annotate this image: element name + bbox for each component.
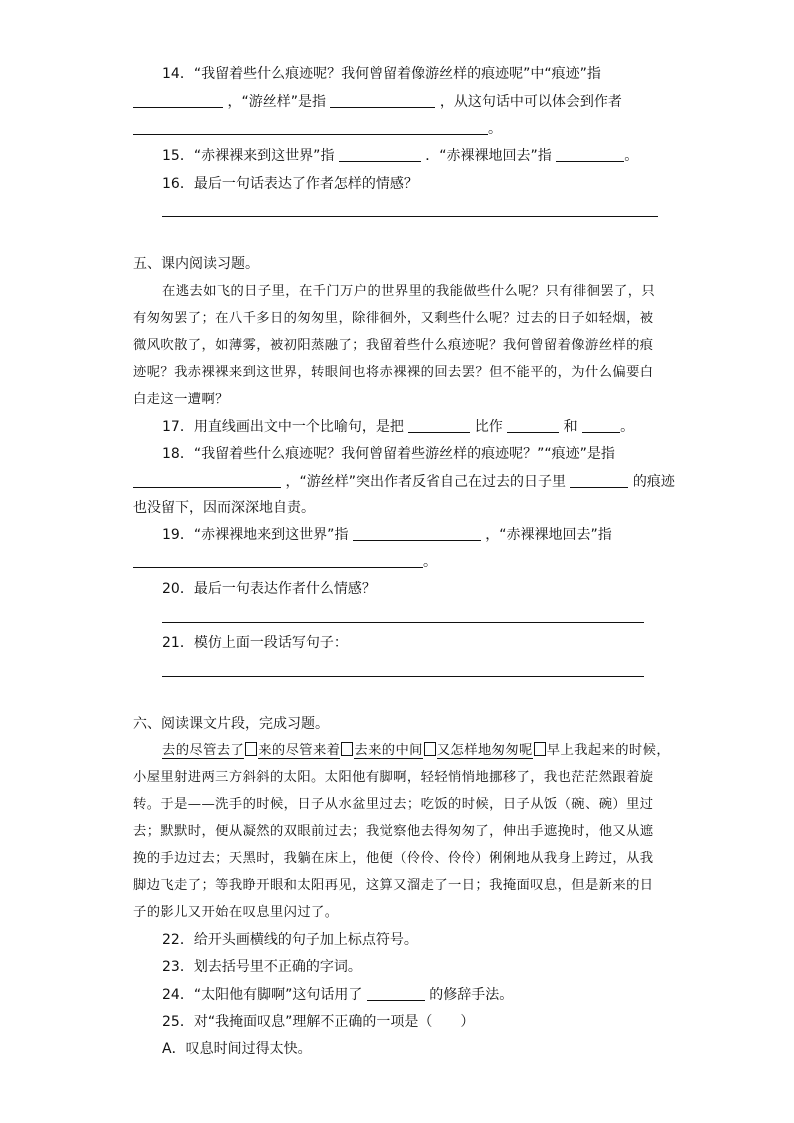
section6-passage-line-2: 转。于是——洗手的时候，日子从水盆里过去；吃饭的时候，日子从饭（碗、碗）里过 (133, 797, 654, 812)
q19-line-1 (162, 525, 612, 545)
punctuation-box-4[interactable] (534, 742, 546, 756)
q24-line (162, 985, 513, 1005)
q18-blank-2[interactable] (570, 473, 628, 488)
q17-blank-3[interactable] (582, 418, 620, 433)
underlined-segment-4: 又怎样地匆匆呢 (436, 743, 533, 758)
underlined-segment-2: 来的尽管来着 (258, 743, 341, 758)
section6-passage-line-6: 子的影儿又开始在叹息里闪过了。 (133, 905, 339, 920)
q17-text-1: 17．用直线画出文中一个比喻句，是把 (162, 419, 404, 435)
section5-passage-line-2: 有匆匆罢了；在八千多日的匆匆里，除徘徊外，又剩些什么呢？过去的日子如轻烟，被 (133, 311, 654, 326)
q15-blank-1[interactable] (339, 147, 421, 162)
section5-passage-line-4: 迹呢？我赤裸裸来到这世界，转眼间也将赤裸裸的回去罢？但不能平的，为什么偏要白 (133, 365, 654, 380)
section5-passage-line-3: 微风吹散了，如薄雾，被初阳蒸融了；我留着些什么痕迹呢？我何曾留着像游丝样的痕 (133, 338, 654, 353)
underlined-segment-3: 去来的中间 (354, 743, 423, 758)
q15-end: 。 (624, 148, 639, 164)
q14-text-3: ，从这句话中可以体会到作者 (439, 94, 622, 110)
underlined-segment-1: 去的尽管去了 (162, 743, 245, 758)
section6-passage-line-4: 挽的手边过去；天黑时，我躺在床上，他便（伶伶、伶伶）俐俐地从我身上跨过，从我 (133, 851, 654, 866)
q14-line-2 (133, 92, 622, 112)
q17-text-3: 和 (563, 419, 578, 435)
q16-text: 16．最后一句话表达了作者怎样的情感？ (162, 176, 418, 192)
q14-text: 14．“我留着些什么痕迹呢？我何曾留着像游丝样的痕迹呢”中“痕迹”指 (162, 66, 601, 82)
q18-line-3: 也没留下，因而深深地自责。 (133, 500, 315, 516)
section6-first-line-tail: 早上我起来的时候， (546, 743, 671, 758)
q14-blank-2[interactable] (330, 93, 435, 108)
q19-blank-1[interactable] (353, 526, 481, 541)
q21-text: 21．模仿上面一段话写句子： (162, 635, 348, 651)
section5-passage-line-1: 在逃去如飞的日子里，在千门万户的世界里的我能做些什么呢？只有徘徊罢了，只 (162, 284, 656, 299)
q19-text-2: ，“赤裸裸地回去”指 (485, 527, 612, 543)
q23-text: 23．划去括号里不正确的字词。 (162, 959, 362, 975)
section6-passage-line-1: 小屋里射进两三方斜斜的太阳。太阳他有脚啊，轻轻悄悄地挪移了，我也茫茫然跟着旋 (133, 770, 654, 785)
section6-passage-line-5: 脚边飞走了；等我睁开眼和太阳再见，这算又溜走了一日；我掩面叹息，但是新来的日 (133, 878, 654, 893)
q14-blank-3[interactable] (133, 120, 488, 135)
q19-blank-2[interactable] (133, 553, 423, 568)
q25-option-a[interactable]: A．叹息时间过得太快。 (162, 1041, 312, 1057)
q14-text-2: ，“游丝样”是指 (227, 94, 326, 110)
section6-heading: 六、阅读课文片段，完成习题。 (133, 716, 329, 732)
section6-first-line (162, 741, 670, 761)
q19-end: 。 (423, 554, 437, 570)
q22-text: 22．给开头画横线的句子加上标点符号。 (162, 932, 418, 948)
q17-text-2: 比作 (474, 419, 503, 435)
section6-passage-line-3: 去；默默时，便从凝然的双眼前过去；我觉察他去得匆匆了，伸出手遮挽时，他又从遮 (133, 824, 654, 839)
q15-text-1: 15．“赤裸裸来到这世界”指 (162, 148, 335, 164)
q21-answer-line[interactable] (162, 676, 644, 677)
q14-end: 。 (488, 121, 502, 137)
q16-answer-line[interactable] (162, 216, 658, 217)
q14-line-3 (133, 119, 502, 139)
q15-blank-2[interactable] (556, 147, 624, 162)
q25-text: 25．对“我掩面叹息”理解不正确的一项是（ ） (162, 1014, 475, 1030)
q19-text-1: 19．“赤裸裸地来到这世界”指 (162, 527, 349, 543)
q17-blank-2[interactable] (507, 418, 559, 433)
q17-blank-1[interactable] (408, 418, 470, 433)
q15-line (162, 146, 638, 166)
q17-line (162, 417, 634, 437)
q18-line-2 (133, 472, 675, 492)
section5-heading: 五、课内阅读习题。 (133, 256, 259, 272)
q14-blank-1[interactable] (133, 93, 223, 108)
punctuation-box-3[interactable] (424, 742, 436, 756)
q24-text-1: 24．“太阳他有脚啊”这句话用了 (162, 987, 363, 1003)
q20-answer-line[interactable] (162, 622, 644, 623)
q15-text-2: ．“赤裸裸地回去”指 (425, 148, 552, 164)
q19-line-2 (133, 552, 437, 572)
punctuation-box-1[interactable] (245, 742, 257, 756)
q14-line-1 (162, 64, 601, 84)
q24-text-2: 的修辞手法。 (429, 987, 514, 1003)
section5-passage-line-5: 白走这一遭啊？ (133, 392, 229, 407)
q18-blank-1[interactable] (133, 473, 281, 488)
q18-text-3: 的痕迹 (632, 474, 675, 490)
q17-end: 。 (620, 419, 635, 435)
punctuation-box-2[interactable] (341, 742, 353, 756)
q18-text-2: ，“游丝样”突出作者反省自己在过去的日子里 (285, 474, 566, 490)
q20-text: 20．最后一句表达作者什么情感？ (162, 581, 376, 597)
q24-blank[interactable] (367, 986, 425, 1001)
q18-line-1: 18．“我留着些什么痕迹呢？我何曾留着些游丝样的痕迹呢？”“痕迹”是指 (162, 446, 615, 462)
